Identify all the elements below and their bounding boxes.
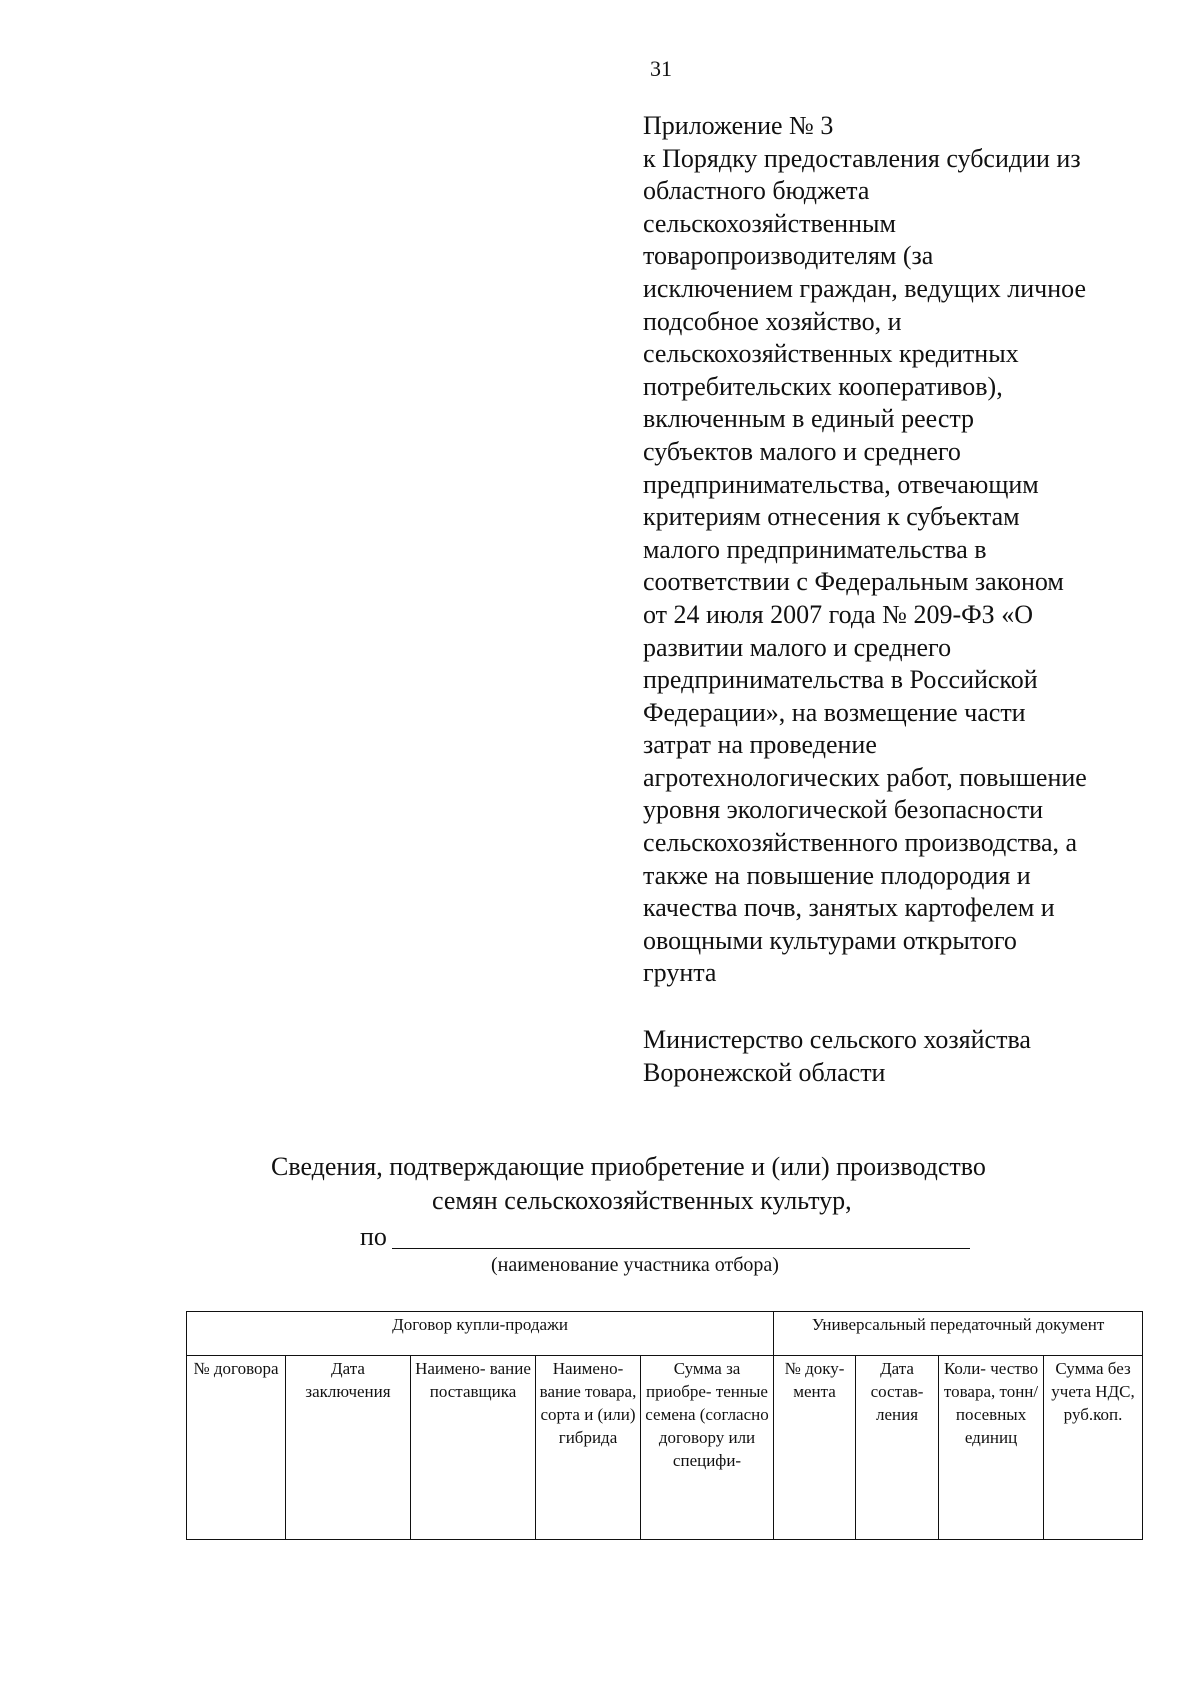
column-header-product-name: Наимено- вание товара, сорта и (или) гибрида bbox=[536, 1356, 641, 1540]
appendix-line: сельскохозяйственного производства, а bbox=[643, 828, 1078, 858]
appendix-line: агротехнологических работ, повышение bbox=[643, 762, 1087, 792]
appendix-line: Приложение № 3 bbox=[643, 111, 834, 140]
appendix-line: сельскохозяйственным bbox=[643, 208, 896, 238]
form-title-line-2: семян сельскохозяйственных культур, bbox=[432, 1186, 852, 1215]
appendix-line: грунта bbox=[643, 958, 717, 988]
appendix-line: малого предпринимательства в bbox=[643, 534, 987, 564]
appendix-line: потребительских кооперативов), bbox=[643, 371, 1003, 401]
form-title-line-1: Сведения, подтверждающие приобретение и (или) производство bbox=[271, 1152, 986, 1181]
po-label: по bbox=[360, 1222, 387, 1251]
group-transfer-doc-header: Универсальный передаточный документ bbox=[774, 1312, 1143, 1356]
appendix-line: овощными культурами открытого bbox=[643, 925, 1017, 955]
page-number: 31 bbox=[650, 56, 672, 81]
appendix-line: уровня экологической безопасности bbox=[643, 795, 1044, 825]
appendix-line: к Порядку предоставления субсидии из bbox=[643, 143, 1081, 173]
appendix-line: Федерации», на возмещение части bbox=[643, 697, 1026, 727]
appendix-line: развитии малого и среднего bbox=[643, 632, 952, 662]
appendix-line: исключением граждан, ведущих личное bbox=[643, 273, 1087, 303]
appendix-line: предпринимательства в Российской bbox=[643, 665, 1038, 695]
appendix-line: предпринимательства, отвечающим bbox=[643, 469, 1039, 499]
appendix-line: подсобное хозяйство, и bbox=[643, 306, 902, 336]
participant-name-caption: (наименование участника отбора) bbox=[491, 1254, 779, 1276]
appendix-line: включенным в единый реестр bbox=[643, 404, 975, 434]
appendix-line: товаропроизводителям (за bbox=[643, 241, 934, 271]
column-header-contract-number: № договора bbox=[187, 1356, 286, 1540]
column-header-document-number: № доку- мента bbox=[774, 1356, 856, 1540]
appendix-line: субъектов малого и среднего bbox=[643, 436, 961, 466]
seed-purchase-table bbox=[186, 1311, 1143, 1540]
appendix-line: соответствии с Федеральным законом bbox=[643, 567, 1064, 597]
appendix-line: критериям отнесения к субъектам bbox=[643, 502, 1020, 532]
column-header-supplier-name: Наимено- вание поставщика bbox=[411, 1356, 536, 1540]
appendix-line: от 24 июля 2007 года № 209-ФЗ «О bbox=[643, 599, 1033, 629]
appendix-line: областного бюджета bbox=[643, 176, 870, 206]
column-header-contract-date: Дата заключения bbox=[286, 1356, 411, 1540]
appendix-line: также на повышение плодородия и bbox=[643, 860, 1031, 890]
column-header-sum-without-vat: Сумма без учета НДС, руб.коп. bbox=[1044, 1356, 1143, 1540]
column-header-seed-sum: Сумма за приобре- тенные семена (согласно договору или специфи- bbox=[641, 1356, 774, 1540]
appendix-line: сельскохозяйственных кредитных bbox=[643, 339, 1019, 369]
appendix-header bbox=[643, 110, 1163, 990]
appendix-line: затрат на проведение bbox=[643, 730, 877, 760]
appendix-line: качества почв, занятых картофелем и bbox=[643, 893, 1055, 923]
column-header-quantity: Коли- чество товара, тонн/ посевных единиц bbox=[939, 1356, 1044, 1540]
column-header-document-date: Дата состав- ления bbox=[856, 1356, 939, 1540]
ministry-block bbox=[643, 1024, 1163, 1089]
ministry-line: Министерство сельского хозяйства bbox=[643, 1025, 1031, 1054]
participant-name-blank[interactable] bbox=[392, 1248, 970, 1249]
group-contract-header: Договор купли-продажи bbox=[187, 1312, 774, 1356]
ministry-line: Воронежской области bbox=[643, 1057, 886, 1087]
